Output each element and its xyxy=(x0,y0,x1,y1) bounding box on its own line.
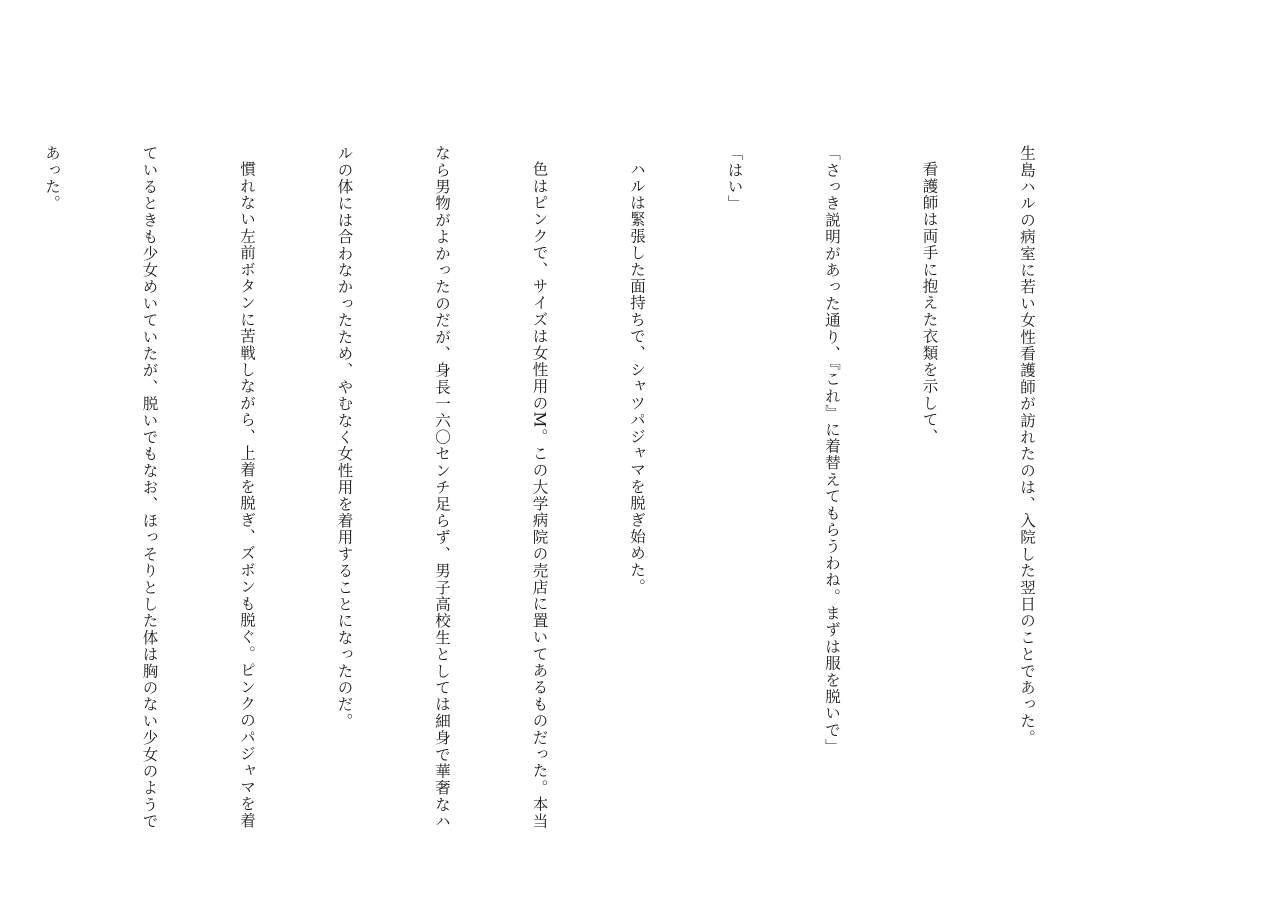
text-line: 「はい」 xyxy=(725,145,744,212)
text-line: 慣れない左前ボタンに苦戦しながら、上着を脱ぎ、ズボンも脱ぐ。ピンクのパジャマを着 xyxy=(238,161,256,829)
text-line: 生島ハルの病室に若い女性看護師が訪れたのは、入院した翌日のことであった。 xyxy=(1018,145,1036,747)
text-line: ているときも少女めいていたが、脱いでもなお、ほっそりとした体は胸のない少女のようで xyxy=(140,145,159,830)
vertical-text-block xyxy=(0,145,1108,830)
text-line: ハルは緊張した面持ちで、シャツパジャマを脱ぎ始めた。 xyxy=(628,161,646,596)
text-line: 「さっき説明があった通り、『これ』に着替えてもらうわね。まずは服を脱いで」 xyxy=(823,145,841,756)
text-line: 看護師は両手に抱えた衣類を示して、 xyxy=(920,161,939,445)
text-line: 色はピンクで、サイズは女性用のM。この大学病院の売店に置いてあるものだった。本当 xyxy=(530,161,549,830)
text-line: ルの体には合わなかったため、やむなく女性用を着用することになったのだ。 xyxy=(335,145,354,730)
text-line: あった。 xyxy=(43,145,61,212)
text-line: なら男物がよかったのだが、身長一六〇センチ足らず、男子高校生としては細身で華奢なハ xyxy=(433,145,451,830)
